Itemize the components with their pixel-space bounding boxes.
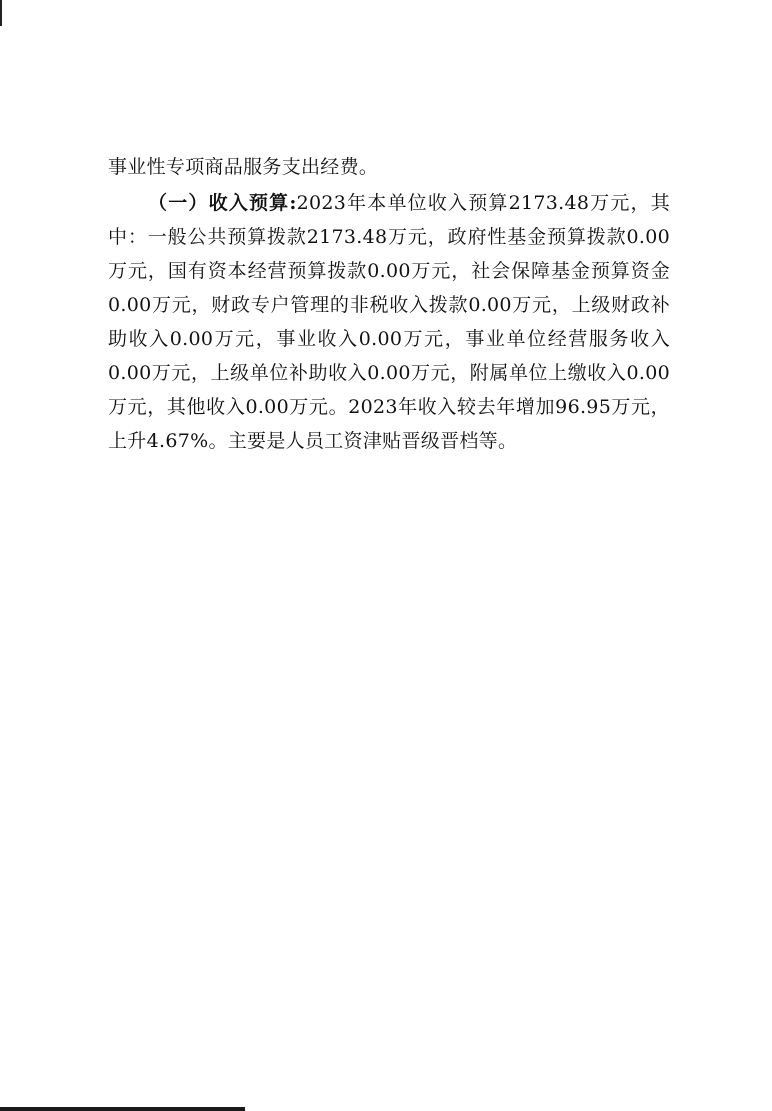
continuation-paragraph: 事业性专项商品服务支出经费。 bbox=[108, 156, 379, 178]
income-budget-body: 2023年本单位收入预算2173.48万元，其中：一般公共预算拨款2173.48万元，政府性基金预算拨款0.00万元，国有资本经营预算拨款0.00万元，社会保障基金预算资金0.00万元，财政专户管理的非税收入拨款0.00万元，上级财政补助收入0.00万元，事业收入0.00万元，事业单位经营服务收入0.00万元，上级单位补助收入0.00万元，附属单位上缴收入0.00万元，其他收入0.00万元。2023年收入较去年增加96.95万元，上升4.67%。主要是人员工资津贴晋级晋档等。 bbox=[108, 192, 671, 452]
document-body bbox=[108, 150, 670, 458]
income-budget-heading: （一）收入预算: bbox=[148, 192, 297, 214]
income-budget-paragraph bbox=[108, 186, 670, 458]
scan-edge-mark bbox=[0, 0, 2, 26]
footer-rule bbox=[0, 1107, 245, 1111]
